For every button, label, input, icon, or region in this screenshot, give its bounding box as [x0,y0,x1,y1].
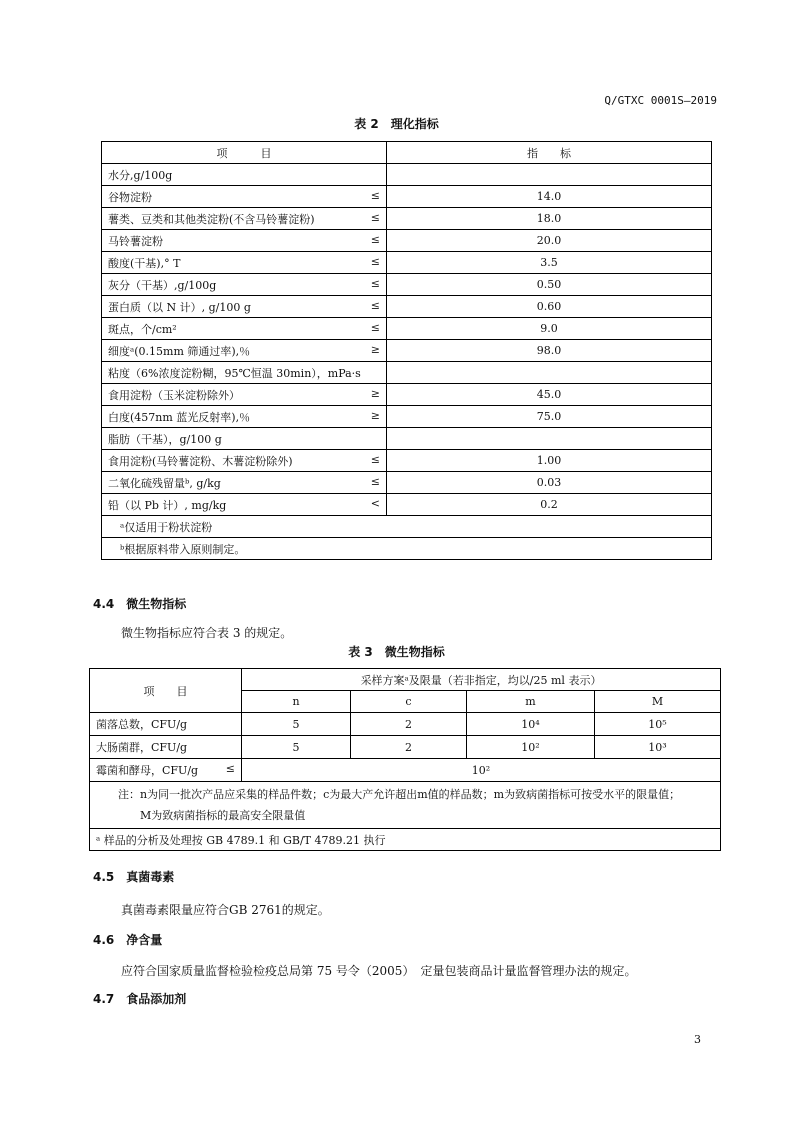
cell-M: 10³ [595,736,721,759]
table-row [102,406,712,428]
row-operator: ≤ [370,276,380,290]
mold-label-cell [90,759,242,782]
cell-M: 10⁵ [595,713,721,736]
table-row [102,252,712,274]
row-value [387,164,712,186]
row-operator: ≤ [370,188,380,202]
mold-op: ≤ [225,762,235,775]
table-row [102,164,712,186]
row-label-cell [102,296,387,318]
table-row [102,230,712,252]
table3 [89,668,721,851]
table2-note-b: ᵇ根据原料带入原则制定。 [102,538,712,560]
section-4-4-text: 微生物指标应符合表 3 的规定。 [121,626,293,640]
table2-col-item: 项 目 [102,142,387,164]
row-label-cell [102,164,387,186]
table2-title: 表 2 理化指标 [354,117,439,131]
row-operator: ≤ [370,210,380,224]
section-4-5-heading: 4.5 真菌毒素 [93,870,175,884]
row-label: 铅（以 Pb 计）, mg/kg [108,498,227,512]
row-operator: ≤ [370,474,380,488]
row-label: 食用淀粉（玉米淀粉除外） [108,388,240,402]
table3-header-row [90,669,721,691]
row-label: 酸度(干基),° T [108,256,181,270]
row-label: 马铃薯淀粉 [108,234,163,248]
row-label: 二氧化硫残留量ᵇ, g/kg [108,476,221,490]
col-M: M [595,691,721,713]
table2 [101,141,712,560]
page-number: 3 [694,1033,701,1046]
mold-value: 10² [242,759,721,782]
table-row [102,450,712,472]
row-operator: ≤ [370,452,380,466]
row-value: 18.0 [387,208,712,230]
row-label-cell [102,362,387,384]
row-label-cell [102,450,387,472]
row-value: 45.0 [387,384,712,406]
row-label: 谷物淀粉 [108,190,152,204]
table-row [102,296,712,318]
cell-n: 5 [242,713,351,736]
table3-col-group: 采样方案ᵃ及限量（若非指定，均以/25 ml 表示） [242,669,721,691]
row-operator: ≤ [370,254,380,268]
cell-n: 5 [242,736,351,759]
row-label: 大肠菌群，CFU/g [90,736,242,759]
row-operator: ≥ [370,342,380,356]
row-label: 脂肪（干基），g/100 g [108,432,222,446]
row-label-cell [102,406,387,428]
row-label: 粘度（6%浓度淀粉糊，95℃恒温 30min），mPa·s [108,366,361,380]
table-row [102,384,712,406]
row-operator: ≥ [370,408,380,422]
row-label: 细度ᵃ(0.15mm 筛通过率),％ [108,344,251,358]
row-value: 9.0 [387,318,712,340]
section-4-6-text: 应符合国家质量监督检验检疫总局第 75 号令（2005） 定量包装商品计量监督管理办法的规定。 [121,964,637,978]
row-value: 98.0 [387,340,712,362]
row-value: 0.03 [387,472,712,494]
row-value: 1.00 [387,450,712,472]
row-value: 0.50 [387,274,712,296]
table-row [102,318,712,340]
section-4-6-heading: 4.6 净含量 [93,933,163,947]
row-value [387,428,712,450]
row-label: 灰分（干基）,g/100g [108,278,217,292]
row-label: 食用淀粉(马铃薯淀粉、木薯淀粉除外) [108,454,293,468]
table-row [102,494,712,516]
row-label: 薯类、豆类和其他类淀粉(不含马铃薯淀粉) [108,212,315,226]
table-row [102,428,712,450]
row-label: 白度(457nm 蓝光反射率),％ [108,410,251,424]
cell-m: 10² [467,736,595,759]
row-value: 0.60 [387,296,712,318]
table2-note-row [102,538,712,560]
table-row-mold [90,759,721,782]
table-row [102,186,712,208]
cell-c: 2 [351,736,467,759]
table3-footnote-row [90,829,721,851]
col-m: m [467,691,595,713]
table-row [102,362,712,384]
row-operator: < [370,496,380,510]
row-operator: ≤ [370,298,380,312]
standard-code: Q/GTXC 0001S—2019 [604,94,717,107]
table2-header-row [102,142,712,164]
section-4-4-heading: 4.4 微生物指标 [93,597,187,611]
table3-col-item: 项 目 [90,669,242,713]
table3-note-cell [90,782,721,829]
cell-c: 2 [351,713,467,736]
row-operator: ≤ [370,232,380,246]
table2-note-row [102,516,712,538]
row-label-cell [102,472,387,494]
row-operator: ≤ [370,320,380,334]
table3-note-row [90,782,721,829]
row-label-cell [102,274,387,296]
section-4-5-text: 真菌毒素限量应符合GB 2761的规定。 [121,903,330,917]
row-label: 菌落总数，CFU/g [90,713,242,736]
row-value: 3.5 [387,252,712,274]
col-c: c [351,691,467,713]
table-row [90,736,721,759]
row-label: 蛋白质（以 N 计）, g/100 g [108,300,251,314]
row-label-cell [102,384,387,406]
row-label-cell [102,428,387,450]
row-label-cell [102,494,387,516]
table2-col-value: 指 标 [387,142,712,164]
table-row [102,208,712,230]
row-value [387,362,712,384]
table3-note-2: M为致病菌指标的最高安全限量值 [140,809,306,822]
cell-m: 10⁴ [467,713,595,736]
row-label-cell [102,318,387,340]
table-row [102,274,712,296]
row-value: 20.0 [387,230,712,252]
row-label-cell [102,340,387,362]
table3-note-1: 注：n为同一批次产品应采集的样品件数；c为最大产允许超出m值的样品数；m为致病菌指标可按受水平的限量值； [118,788,681,801]
section-4-7-heading: 4.7 食品添加剂 [93,992,187,1006]
row-label: 水分,g/100g [108,168,173,182]
row-label-cell [102,186,387,208]
row-value: 75.0 [387,406,712,428]
row-operator: ≥ [370,386,380,400]
row-label: 斑点，个/cm² [108,322,177,336]
table2-note-a: ᵃ仅适用于粉状淀粉 [102,516,712,538]
table-row [102,340,712,362]
row-label-cell [102,252,387,274]
mold-label: 霉菌和酵母，CFU/g [96,764,199,777]
table-row [90,713,721,736]
row-value: 14.0 [387,186,712,208]
col-n: n [242,691,351,713]
row-label-cell [102,230,387,252]
table3-title: 表 3 微生物指标 [348,645,445,659]
row-label-cell [102,208,387,230]
table-row [102,472,712,494]
row-value: 0.2 [387,494,712,516]
table3-footnote-a: ᵃ 样品的分析及处理按 GB 4789.1 和 GB/T 4789.21 执行 [90,829,721,851]
